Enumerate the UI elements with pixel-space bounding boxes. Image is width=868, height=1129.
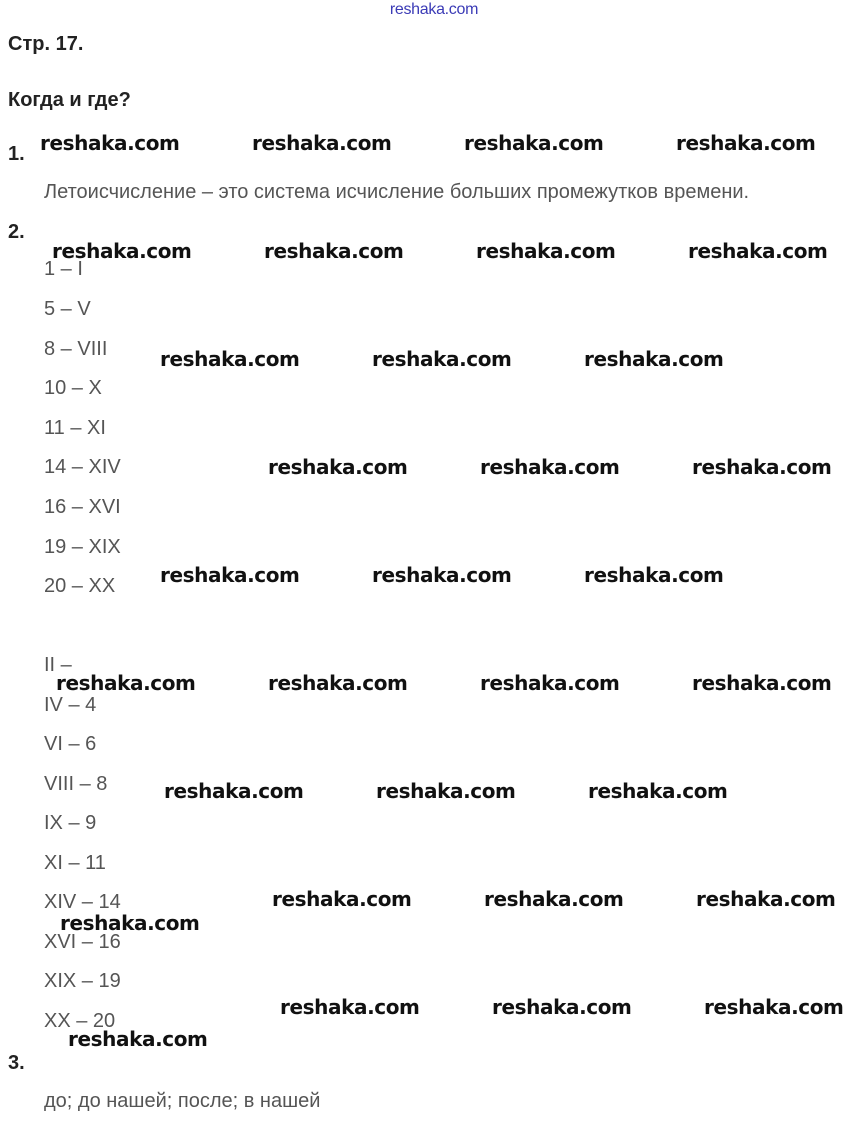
watermark-text: reshaka.com bbox=[464, 131, 604, 155]
watermark-row bbox=[0, 779, 868, 805]
roman-to-arabic-row: IX – 9 bbox=[44, 812, 97, 834]
watermark-text: reshaka.com bbox=[60, 911, 200, 935]
watermark-row bbox=[0, 239, 868, 265]
watermark-text: reshaka.com bbox=[280, 995, 420, 1019]
watermark-row bbox=[0, 1027, 868, 1053]
watermark-text: reshaka.com bbox=[164, 779, 304, 803]
arabic-to-roman-row: 14 – XIV bbox=[44, 456, 121, 478]
watermark-text: reshaka.com bbox=[588, 779, 728, 803]
arabic-to-roman-row: 8 – VIII bbox=[44, 338, 108, 360]
watermark-row bbox=[0, 995, 868, 1021]
watermark-text: reshaka.com bbox=[376, 779, 516, 803]
roman-to-arabic-row: XVI – 16 bbox=[44, 931, 121, 953]
watermark-text: reshaka.com bbox=[584, 563, 724, 587]
roman-to-arabic-row: XIX – 19 bbox=[44, 970, 121, 992]
arabic-to-roman-row: 16 – XVI bbox=[44, 496, 121, 518]
watermark-text: reshaka.com bbox=[372, 563, 512, 587]
watermark-text: reshaka.com bbox=[492, 995, 632, 1019]
arabic-to-roman-row: 1 – I bbox=[44, 258, 83, 280]
roman-to-arabic-row: XIV – 14 bbox=[44, 891, 121, 913]
arabic-to-roman-row: 10 – X bbox=[44, 377, 102, 399]
watermark-text: reshaka.com bbox=[480, 671, 620, 695]
watermark-text: reshaka.com bbox=[584, 347, 724, 371]
watermark-text: reshaka.com bbox=[676, 131, 816, 155]
watermark-row bbox=[0, 131, 868, 157]
watermark-text: reshaka.com bbox=[264, 239, 404, 263]
watermark-text: reshaka.com bbox=[252, 131, 392, 155]
watermark-text: reshaka.com bbox=[688, 239, 828, 263]
watermark-text: reshaka.com bbox=[160, 563, 300, 587]
roman-to-arabic-row: IV – 4 bbox=[44, 694, 97, 716]
watermark-text: reshaka.com bbox=[372, 347, 512, 371]
section-title: Когда и где? bbox=[8, 89, 131, 111]
watermark-text: reshaka.com bbox=[272, 887, 412, 911]
task-1-answer: Летоисчисление – это система исчисление больших промежутков времени. bbox=[44, 181, 750, 203]
page-reference: Стр. 17. bbox=[8, 33, 84, 55]
watermark-text: reshaka.com bbox=[268, 671, 408, 695]
site-header-link[interactable]: reshaka.com bbox=[389, 1, 479, 18]
watermark-text: reshaka.com bbox=[704, 995, 844, 1019]
roman-to-arabic-row: XX – 20 bbox=[44, 1010, 116, 1032]
task-number-3: 3. bbox=[8, 1052, 25, 1074]
watermark-text: reshaka.com bbox=[480, 455, 620, 479]
watermark-text: reshaka.com bbox=[56, 671, 196, 695]
roman-to-arabic-row: VI – 6 bbox=[44, 733, 97, 755]
task-number-1: 1. bbox=[8, 143, 25, 165]
task-3-answer: до; до нашей; после; в нашей bbox=[44, 1090, 321, 1112]
watermark-text: reshaka.com bbox=[268, 455, 408, 479]
watermark-text: reshaka.com bbox=[696, 887, 836, 911]
watermark-text: reshaka.com bbox=[52, 239, 192, 263]
arabic-to-roman-row: 11 – XI bbox=[44, 417, 106, 439]
roman-to-arabic-row: II – bbox=[44, 654, 72, 676]
watermark-text: reshaka.com bbox=[692, 671, 832, 695]
watermark-text: reshaka.com bbox=[40, 131, 180, 155]
watermark-row bbox=[0, 887, 868, 913]
roman-to-arabic-row: VIII – 8 bbox=[44, 773, 108, 795]
watermark-row bbox=[0, 563, 868, 589]
arabic-to-roman-row: 19 – XIX bbox=[44, 536, 121, 558]
watermark-text: reshaka.com bbox=[484, 887, 624, 911]
task-number-2: 2. bbox=[8, 221, 25, 243]
watermark-text: reshaka.com bbox=[692, 455, 832, 479]
watermark-row bbox=[0, 455, 868, 481]
arabic-to-roman-row: 20 – XX bbox=[44, 575, 116, 597]
watermark-text: reshaka.com bbox=[476, 239, 616, 263]
watermark-text: reshaka.com bbox=[160, 347, 300, 371]
watermark-row bbox=[0, 911, 868, 937]
watermark-row bbox=[0, 671, 868, 697]
watermark-row bbox=[0, 347, 868, 373]
arabic-to-roman-row: 5 – V bbox=[44, 298, 91, 320]
watermark-text: reshaka.com bbox=[68, 1027, 208, 1051]
roman-to-arabic-row: XI – 11 bbox=[44, 852, 106, 874]
